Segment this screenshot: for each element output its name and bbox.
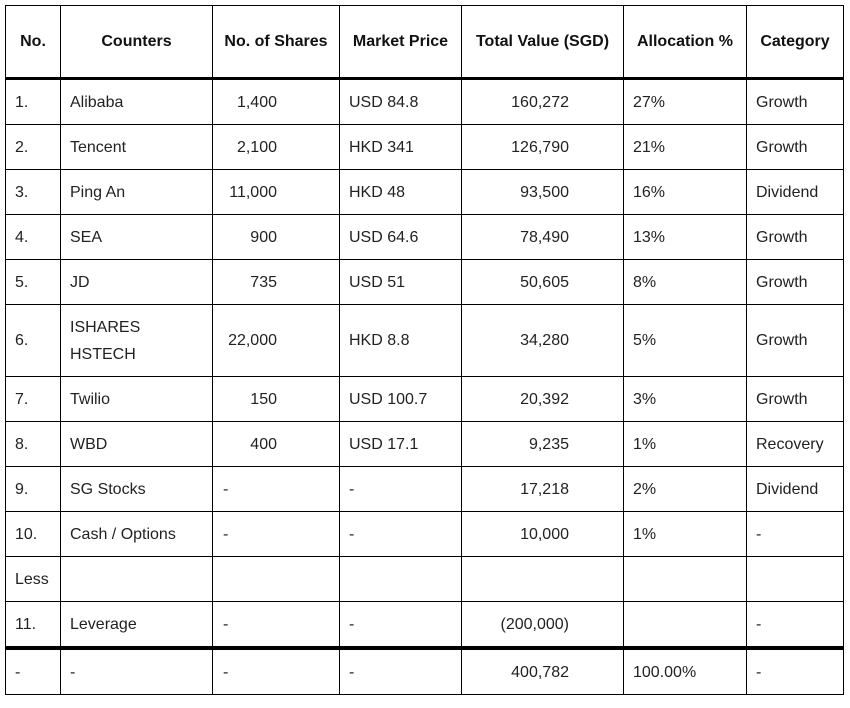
cell-counter <box>61 557 213 602</box>
cell-price: - <box>340 602 462 649</box>
cell-counter: Twilio <box>61 377 213 422</box>
cell-price: USD 84.8 <box>340 79 462 125</box>
header-no: No. <box>6 6 61 79</box>
header-counters: Counters <box>61 6 213 79</box>
cell-category: Growth <box>747 260 844 305</box>
cell-value: 400,782 <box>462 648 624 695</box>
cell-category: - <box>747 512 844 557</box>
cell-allocation <box>624 557 747 602</box>
cell-value: 78,490 <box>462 215 624 260</box>
cell-shares: 1,400 <box>213 79 340 125</box>
header-price: Market Price <box>340 6 462 79</box>
cell-counter: JD <box>61 260 213 305</box>
table-row <box>6 377 844 422</box>
cell-shares: - <box>213 648 340 695</box>
table-row <box>6 602 844 649</box>
cell-price: USD 51 <box>340 260 462 305</box>
cell-category: Recovery <box>747 422 844 467</box>
cell-category: Dividend <box>747 170 844 215</box>
header-row <box>6 6 844 79</box>
cell-value: 93,500 <box>462 170 624 215</box>
cell-value <box>462 557 624 602</box>
cell-shares: - <box>213 512 340 557</box>
cell-price: - <box>340 648 462 695</box>
cell-shares: 900 <box>213 215 340 260</box>
cell-price: USD 17.1 <box>340 422 462 467</box>
cell-counter: Tencent <box>61 125 213 170</box>
cell-shares <box>213 557 340 602</box>
cell-value: 17,218 <box>462 467 624 512</box>
cell-allocation: 8% <box>624 260 747 305</box>
cell-allocation <box>624 602 747 649</box>
cell-counter: Alibaba <box>61 79 213 125</box>
cell-allocation: 1% <box>624 422 747 467</box>
cell-shares: 400 <box>213 422 340 467</box>
cell-category: Growth <box>747 305 844 377</box>
cell-category: - <box>747 648 844 695</box>
cell-counter: WBD <box>61 422 213 467</box>
cell-no: 11. <box>6 602 61 649</box>
total-row <box>6 648 844 695</box>
cell-no: 3. <box>6 170 61 215</box>
cell-no: 6. <box>6 305 61 377</box>
header-allocation: Allocation % <box>624 6 747 79</box>
cell-counter: Cash / Options <box>61 512 213 557</box>
cell-value: (200,000) <box>462 602 624 649</box>
table-row <box>6 557 844 602</box>
cell-no: 7. <box>6 377 61 422</box>
cell-price: HKD 48 <box>340 170 462 215</box>
cell-counter: ISHARES HSTECH <box>61 305 213 377</box>
cell-price <box>340 557 462 602</box>
cell-allocation: 27% <box>624 79 747 125</box>
cell-shares: - <box>213 467 340 512</box>
cell-no: Less <box>6 557 61 602</box>
cell-allocation: 16% <box>624 170 747 215</box>
cell-no: 5. <box>6 260 61 305</box>
cell-category <box>747 557 844 602</box>
cell-allocation: 100.00% <box>624 648 747 695</box>
cell-value: 10,000 <box>462 512 624 557</box>
cell-category: Growth <box>747 215 844 260</box>
cell-no: 1. <box>6 79 61 125</box>
table-row <box>6 215 844 260</box>
cell-category: Growth <box>747 79 844 125</box>
cell-shares: 150 <box>213 377 340 422</box>
cell-allocation: 2% <box>624 467 747 512</box>
cell-category: Growth <box>747 377 844 422</box>
cell-price: - <box>340 512 462 557</box>
cell-value: 126,790 <box>462 125 624 170</box>
cell-category: Growth <box>747 125 844 170</box>
cell-shares: 11,000 <box>213 170 340 215</box>
cell-category: - <box>747 602 844 649</box>
header-category: Category <box>747 6 844 79</box>
cell-no: - <box>6 648 61 695</box>
cell-no: 8. <box>6 422 61 467</box>
cell-category: Dividend <box>747 467 844 512</box>
cell-value: 34,280 <box>462 305 624 377</box>
portfolio-table <box>5 5 844 695</box>
cell-no: 9. <box>6 467 61 512</box>
table-row <box>6 422 844 467</box>
cell-value: 160,272 <box>462 79 624 125</box>
cell-shares: 2,100 <box>213 125 340 170</box>
cell-no: 10. <box>6 512 61 557</box>
cell-value: 50,605 <box>462 260 624 305</box>
cell-value: 20,392 <box>462 377 624 422</box>
cell-shares: 735 <box>213 260 340 305</box>
cell-shares: 22,000 <box>213 305 340 377</box>
cell-allocation: 1% <box>624 512 747 557</box>
cell-allocation: 3% <box>624 377 747 422</box>
table-row <box>6 79 844 125</box>
cell-allocation: 13% <box>624 215 747 260</box>
cell-price: HKD 341 <box>340 125 462 170</box>
cell-allocation: 5% <box>624 305 747 377</box>
cell-no: 2. <box>6 125 61 170</box>
cell-counter: SEA <box>61 215 213 260</box>
cell-counter: - <box>61 648 213 695</box>
cell-price: USD 64.6 <box>340 215 462 260</box>
cell-shares: - <box>213 602 340 649</box>
cell-allocation: 21% <box>624 125 747 170</box>
table-row <box>6 512 844 557</box>
table-row <box>6 305 844 377</box>
table-row <box>6 467 844 512</box>
table-row <box>6 170 844 215</box>
cell-price: HKD 8.8 <box>340 305 462 377</box>
cell-value: 9,235 <box>462 422 624 467</box>
table-row <box>6 125 844 170</box>
cell-price: USD 100.7 <box>340 377 462 422</box>
cell-counter: SG Stocks <box>61 467 213 512</box>
cell-price: - <box>340 467 462 512</box>
cell-no: 4. <box>6 215 61 260</box>
header-shares: No. of Shares <box>213 6 340 79</box>
cell-counter: Ping An <box>61 170 213 215</box>
cell-counter: Leverage <box>61 602 213 649</box>
header-value: Total Value (SGD) <box>462 6 624 79</box>
table-row <box>6 260 844 305</box>
